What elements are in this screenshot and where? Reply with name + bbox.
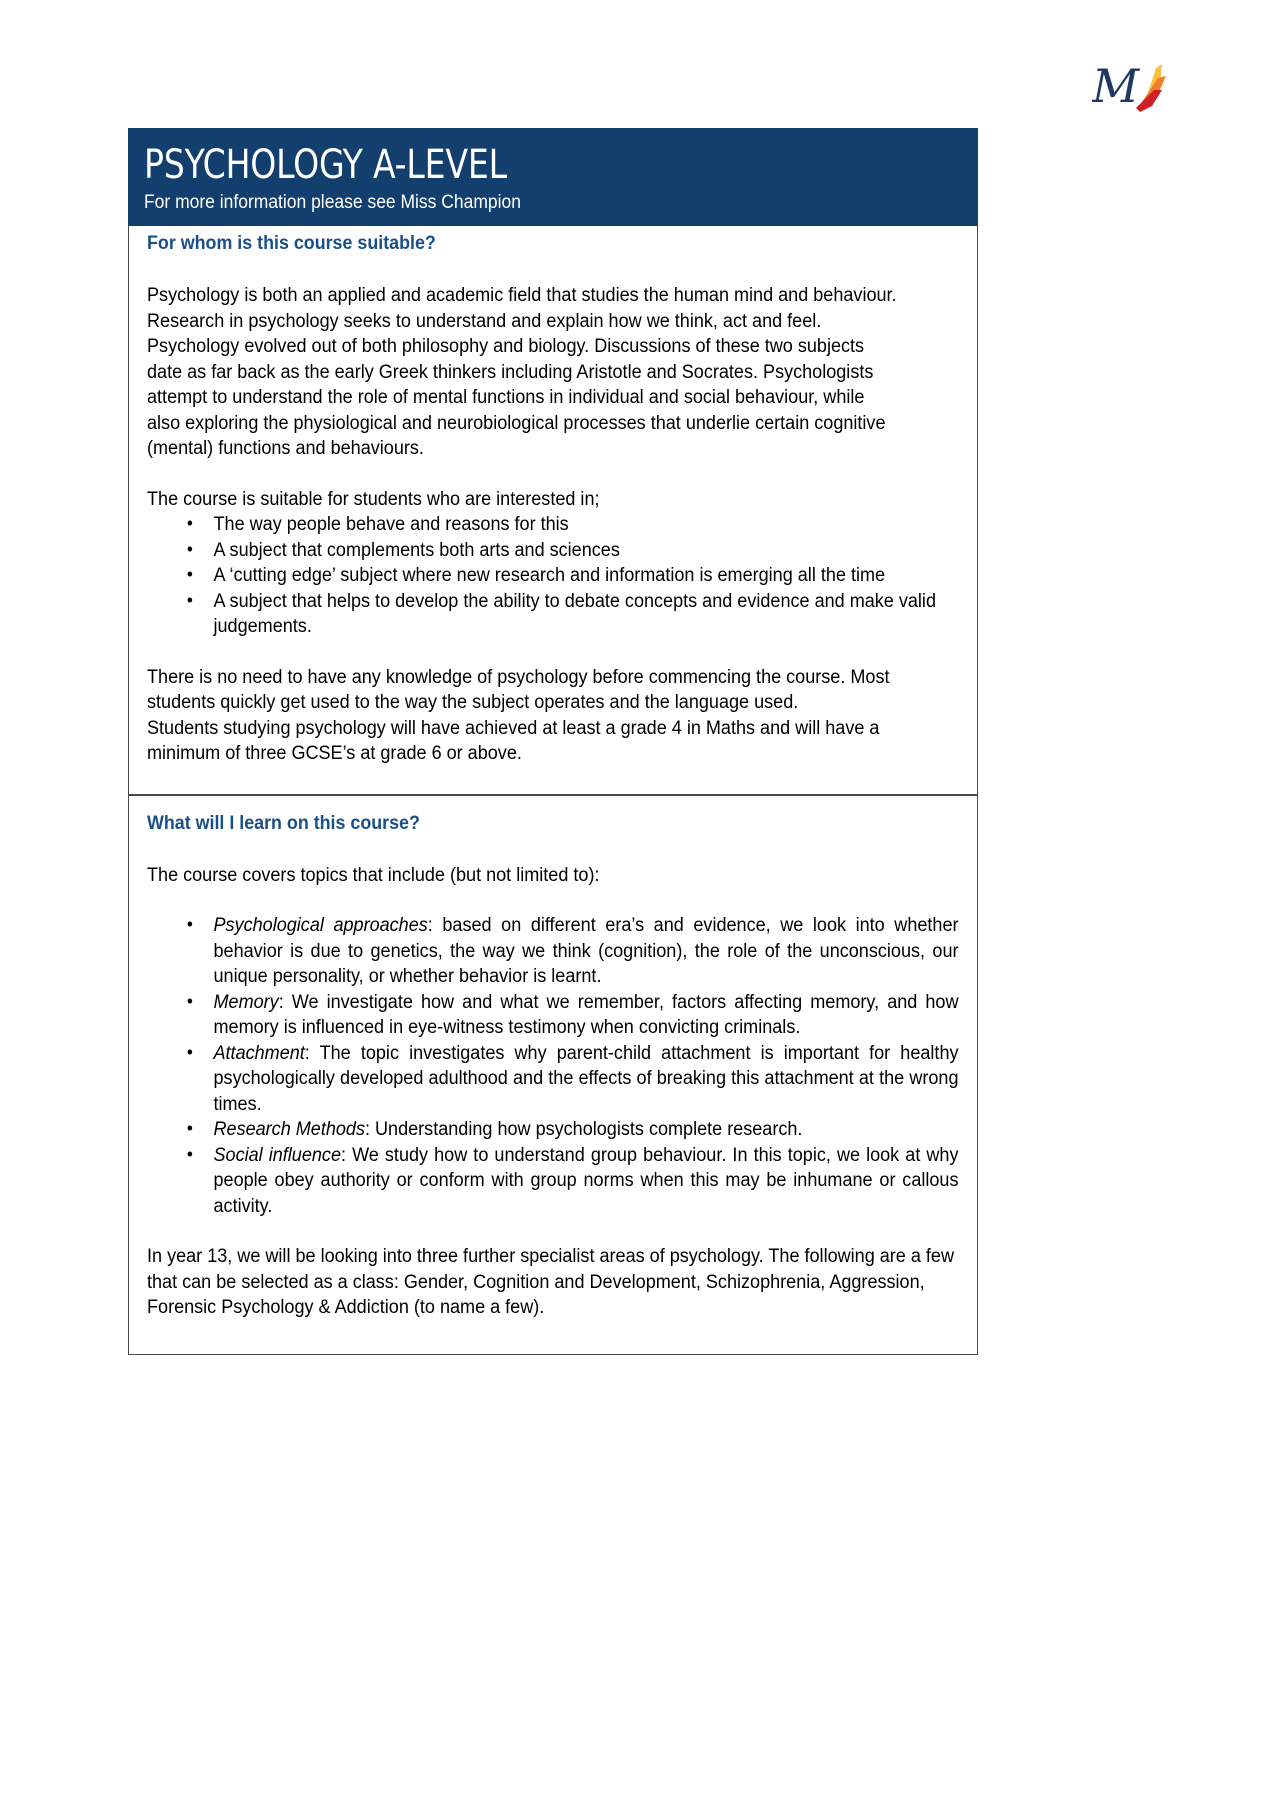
list-item: • The way people behave and reasons for this — [147, 512, 959, 538]
document-page — [128, 128, 978, 1355]
topic-text: : based on different era’s and evidence, we look into whether behavior is due to genetics, the way we think (cognition), the role of the unconscious, our unique personality, or whether behavior is learnt. — [213, 915, 959, 987]
flame-logo-icon — [1092, 44, 1202, 114]
paragraph-line: Research in psychology seeks to understand and explain how we think, act and feel. — [147, 310, 822, 332]
spacer — [147, 462, 959, 487]
topic-text: : We investigate how and what we remember, factors affecting memory, and how memory is influenced in eye-witness testimony when convicting criminals. — [213, 991, 959, 1038]
paragraph-line: attempt to understand the role of mental functions in individual and social behaviour, while — [147, 387, 865, 408]
list-item — [147, 990, 959, 1041]
course-content-closing: In year 13, we will be looking into three further specialist areas of psychology. The following are a few that can be selected as a class: Gender, Cognition and Development, Schizophrenia, Aggression, Forensic Psychology & Addiction (to name a few). — [147, 1246, 955, 1318]
topic-text: : The topic investigates why parent-child attachment is important for healthy psychologically developed adulthood and the effects of breaking this attachment at the wrong times. — [213, 1042, 959, 1115]
paragraph-line: There is no need to have any knowledge of psychology before commencing the course. Most — [147, 666, 890, 688]
section-suitability — [128, 226, 978, 795]
course-content-intro: The course covers topics that include (but not limited to): — [147, 864, 600, 886]
list-lead-in: The course is suitable for students who are interested in; — [147, 488, 600, 510]
topic-text: : We study how to understand group behaviour. In this topic, we look at why people obey authority or conform with group norms when this may be inhumane or callous activity. — [213, 1144, 959, 1217]
topic-text: : Understanding how psychologists complete research. — [364, 1119, 803, 1140]
spacer — [147, 640, 959, 665]
topic-term: Psychological approaches — [213, 915, 428, 936]
list-item: • A subject that complements both arts and sciences — [147, 538, 959, 564]
section-heading-course-content: What will I learn on this course? — [147, 812, 420, 834]
paragraph-line: minimum of three GCSE’s at grade 6 or above. — [147, 743, 522, 764]
paragraph-line: students quickly get used to the way the subject operates and the language used. — [147, 692, 799, 713]
paragraph-line: also exploring the physiological and neurobiological processes that underlie certain cognitive — [147, 412, 886, 434]
suitability-bullet-list — [147, 512, 959, 640]
list-item — [147, 1041, 959, 1118]
spacer — [147, 258, 959, 283]
header-banner — [128, 128, 978, 226]
section-heading-suitability: For whom is this course suitable? — [147, 233, 436, 254]
spacer — [147, 838, 959, 863]
topic-term: Research Methods — [213, 1119, 365, 1140]
list-item: • A subject that helps to develop the ability to debate concepts and evidence and make valid judgements. — [147, 589, 959, 640]
paragraph-line: (mental) functions and behaviours. — [147, 438, 424, 459]
paragraph-line: Students studying psychology will have achieved at least a grade 4 in Maths and will have a — [147, 717, 880, 739]
school-logo — [1092, 44, 1202, 114]
topic-term: Attachment — [213, 1042, 305, 1064]
spacer — [147, 767, 959, 780]
list-item — [147, 1117, 959, 1143]
page-subtitle: For more information please see Miss Champion — [144, 192, 521, 213]
paragraph-line: date as far back as the early Greek thinkers including Aristotle and Socrates. Psychologists — [147, 361, 874, 383]
list-item: • A ‘cutting edge’ subject where new research and information is emerging all the time — [147, 563, 959, 589]
list-item — [147, 1143, 959, 1220]
logo-letter-m: M — [1092, 59, 1140, 113]
spacer — [147, 1219, 959, 1244]
page-title: PSYCHOLOGY A-LEVEL — [144, 142, 507, 188]
paragraph-line: Psychology is both an applied and academic field that studies the human mind and behaviour. — [147, 285, 897, 306]
list-item — [147, 913, 959, 990]
spacer — [147, 888, 959, 913]
topic-term: Memory — [213, 991, 279, 1013]
paragraph-line: Psychology evolved out of both philosophy and biology. Discussions of these two subjects — [147, 336, 865, 357]
topic-term: Social influence — [213, 1144, 341, 1166]
section-course-content — [128, 795, 978, 1355]
topic-bullet-list — [147, 913, 959, 1219]
